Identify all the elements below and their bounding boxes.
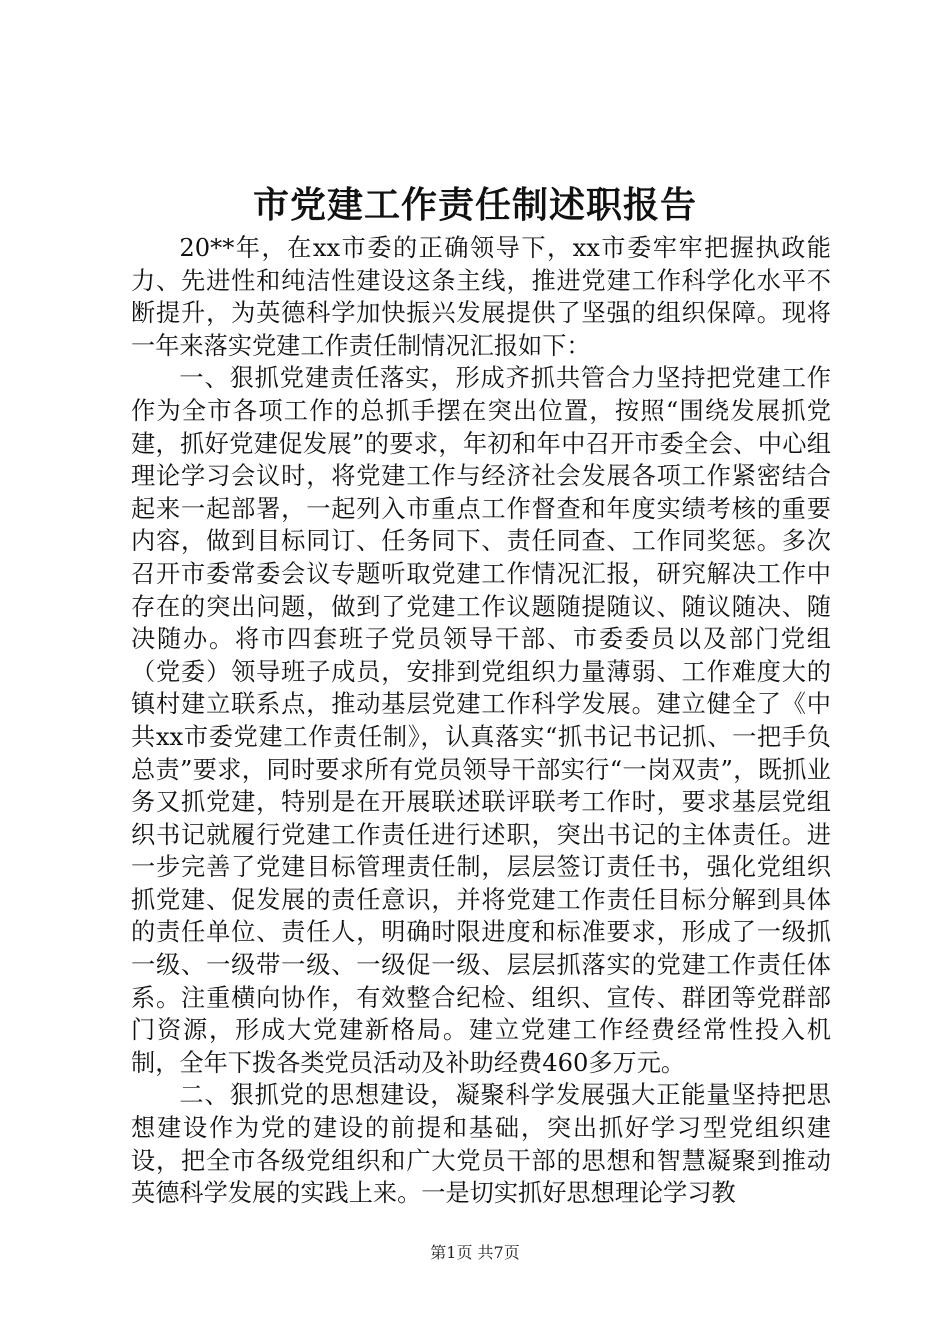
paragraph-section-1: 一、狠抓党建责任落实，形成齐抓共管合力坚持把党建工作作为全市各项工作的总抓手摆在突出位置，按照“围绕发展抓党建，抓好党建促发展”的要求，年初和年中召开市委全会、中心组理论学习会议时，将党建工作与经济社会发展各项工作紧密结合起来一起部署，一起列入市重点工作督查和年度实绩考核的重要内容，做到目标同订、任务同下、责任同查、工作同奖惩。多次召开市委常委会议专题听取党建工作情况汇报，研究解决工作中存在的突出问题，做到了党建工作议题随提随议、随议随决、随决随办。将市四套班子党员领导干部、市委委员以及部门党组（党委）领导班子成员，安排到党组织力量薄弱、工作难度大的镇村建立联系点，推动基层党建工作科学发展。建立健全了《中共xx市委党建工作责任制》，认真落实“抓书记书记抓、一把手负总责”要求，同时要求所有党员领导干部实行“一岗双责”，既抓业务又抓党建，特别是在开展联述联评联考工作时，要求基层党组织书记就履行党建工作责任进行述职，突出书记的主体责任。进一步完善了党建目标管理责任制，层层签订责任书，强化党组织抓党建、促发展的责任意识，并将党建工作责任目标分解到具体的责任单位、责任人，明确时限进度和标准要求，形成了一级抓一级、一级带一级、一级促一级、层层抓落实的党建工作责任体系。注重横向协作，有效整合纪检、组织、宣传、群团等党群部门资源，形成大党建新格局。建立党建工作经费经常性投入机制，全年下拨各类党员活动及补助经费460多万元。 (131, 364, 831, 1077)
page-number-footer: 第1页 共7页 (430, 1243, 520, 1262)
document-body (131, 232, 831, 1210)
paragraph-intro: 20**年，在xx市委的正确领导下，xx市委牢牢把握执政能力、先进性和纯洁性建设这条主线，推进党建工作科学化水平不断提升，为英德科学加快振兴发展提供了坚强的组织保障。现将一年来落实党建工作责任制情况汇报如下： (131, 234, 831, 360)
document-title: 市党建工作责任制述职报告 (252, 184, 697, 226)
paragraph-section-2: 二、狠抓党的思想建设，凝聚科学发展强大正能量坚持把思想建设作为党的建设的前提和基础，突出抓好学习型党组织建设，把全市各级党组织和广大党员干部的思想和智慧凝聚到推动英德科学发展的实践上来。一是切实抓好思想理论学习教 (131, 1081, 831, 1208)
